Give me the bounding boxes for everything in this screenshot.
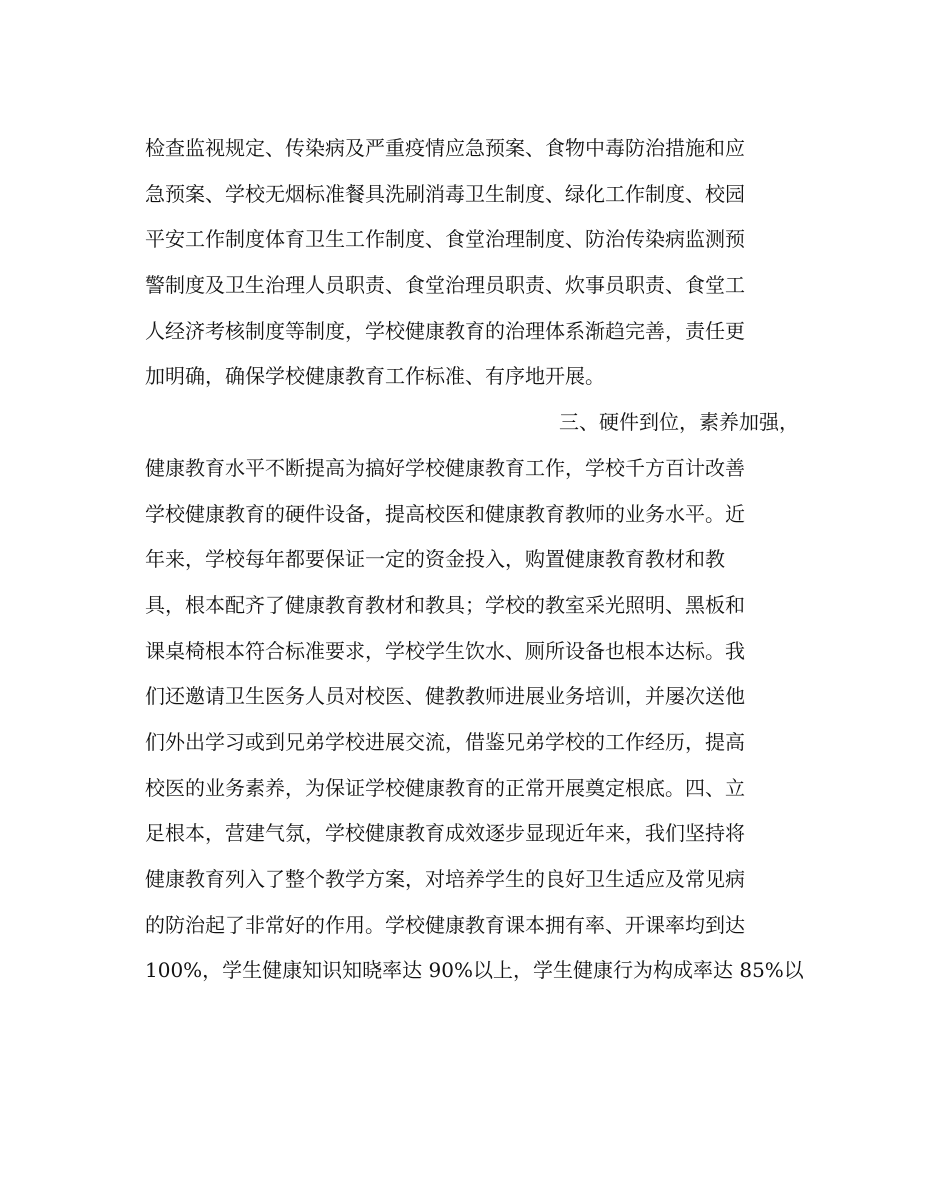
text-line-2: 急预案、学校无烟标准餐具洗刷消毒卫生制度、绿化工作制度、校园 [145,181,745,206]
text-line-1: 检查监视规定、传染病及严重疫情应急预案、食物中毒防治措施和应 [145,136,745,160]
text-line-4: 警制度及卫生治理人员职责、食堂治理员职责、炊事员职责、食堂工 [145,273,745,298]
text-line-6: 加明确，确保学校健康教育工作标准、有序地开展。 [145,364,605,389]
text-line-15: 校医的业务素养，为保证学校健康教育的正常开展奠定根底。四、立 [145,775,745,800]
section-heading: 三、硬件到位，素养加强， [559,410,799,435]
text-line-17: 健康教育列入了整个教学方案，对培养学生的良好卫生适应及常见病 [145,867,745,891]
text-line-8: 健康教育水平不断提高为搞好学校健康教育工作，学校千方百计改善 [145,455,745,480]
text-line-9: 学校健康教育的硬件设备，提高校医和健康教育教师的业务水平。近 [145,501,745,526]
text-line-18: 的防治起了非常好的作用。学校健康教育课本拥有率、开课率均到达 [145,912,745,937]
text-line-13: 们还邀请卫生医务人员对校医、健教教师进展业务培训，并屡次送他 [145,684,745,709]
text-line-14: 们外出学习或到兄弟学校进展交流，借鉴兄弟学校的工作经历，提高 [145,729,745,754]
text-line-10: 年来，学校每年都要保证一定的资金投入，购置健康教育教材和教 [145,547,725,572]
body-text [145,126,805,994]
text-line-16: 足根本，营建气氛，学校健康教育成效逐步显现近年来，我们坚持将 [145,821,745,846]
text-line-3: 平安工作制度体育卫生工作制度、食堂治理制度、防治传染病监测预 [145,227,745,252]
text-line-12: 课桌椅根本符合标准要求，学校学生饮水、厕所设备也根本达标。我 [145,638,745,663]
text-line-19: 100%，学生健康知识知晓率达 90%以上，学生健康行为构成率达 85%以 [145,958,804,983]
text-line-11: 具，根本配齐了健康教育教材和教具；学校的教室采光照明、黑板和 [145,592,745,617]
text-line-5: 人经济考核制度等制度，学校健康教育的治理体系渐趋完善，责任更 [145,318,745,343]
